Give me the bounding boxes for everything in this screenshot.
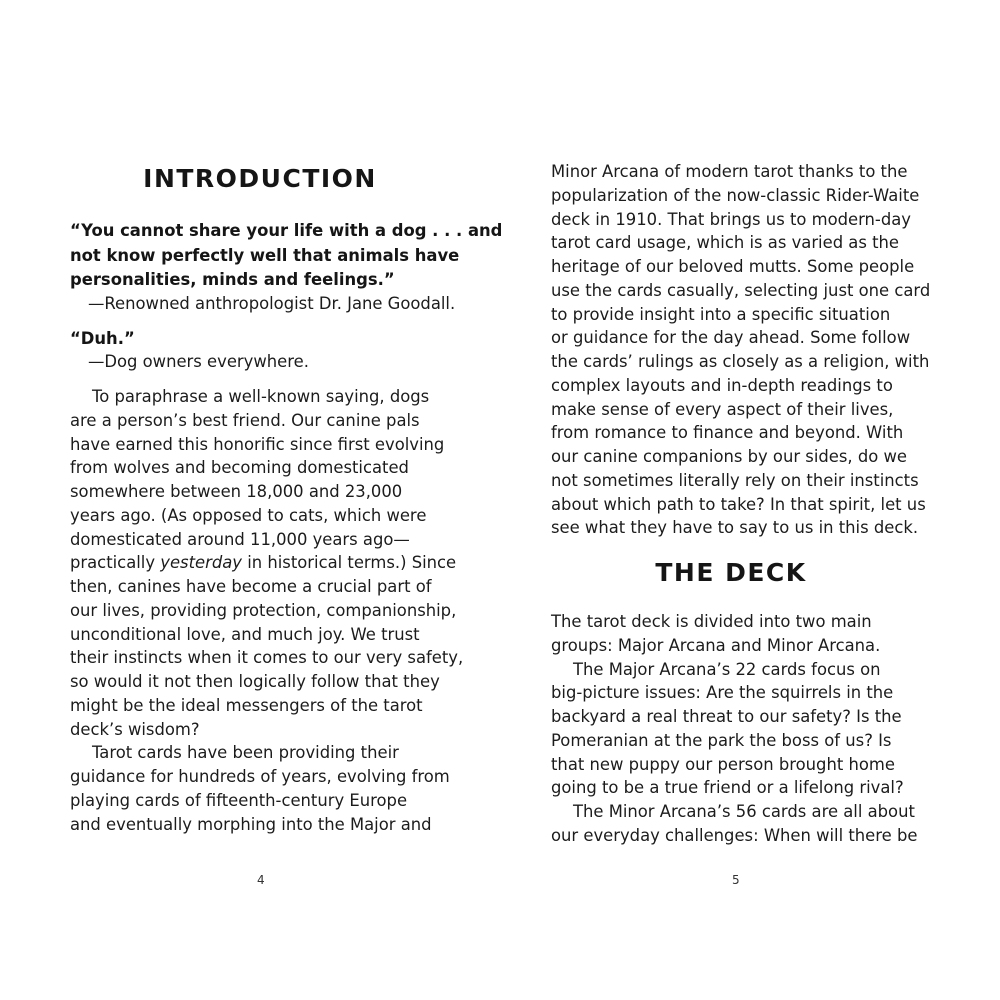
text-line: The Minor Arcana’s 56 cards are all about: [573, 802, 915, 821]
text-line: to provide insight into a specific situation: [551, 304, 891, 324]
text-line: or guidance for the day ahead. Some follow: [551, 328, 911, 348]
text-line: so would it not then logically follow that they: [70, 672, 440, 691]
text-line: Minor Arcana of modern tarot thanks to the: [551, 162, 908, 181]
text-line: make sense of every aspect of their lives,: [551, 399, 894, 419]
text-line: tarot card usage, which is as varied as the: [551, 233, 899, 253]
text-line: The Major Arcana’s 22 cards focus on: [573, 659, 881, 679]
quote-attribution: —Dog owners everywhere.: [88, 352, 309, 371]
page-heading-introduction: INTRODUCTION: [143, 164, 377, 193]
text-line: going to be a true friend or a lifelong rival?: [551, 778, 904, 798]
text-line: deck’s wisdom?: [70, 719, 200, 739]
text-line: Tarot cards have been providing their: [92, 743, 399, 763]
text-line: The tarot deck is divided into two main: [551, 612, 872, 631]
text-line: and eventually morphing into the Major and: [70, 814, 432, 834]
text-line: from wolves and becoming domesticated: [70, 458, 409, 478]
body-text: [551, 160, 930, 540]
text-line: practically yesterday in historical terms.) Since: [70, 553, 457, 573]
text-line: our everyday challenges: When will there be: [551, 825, 918, 845]
quote-line: personalities, minds and feelings.”: [70, 270, 395, 289]
text-line: see what they have to say to us in this deck.: [551, 518, 919, 538]
text-line: somewhere between 18,000 and 23,000: [70, 482, 403, 501]
quote-line: not know perfectly well that animals have: [70, 246, 460, 265]
text-line: heritage of our beloved mutts. Some people: [551, 257, 915, 276]
text-line: are a person’s best friend. Our canine pals: [70, 410, 420, 430]
text-line: complex layouts and in-depth readings to: [551, 375, 893, 395]
text-line: To paraphrase a well-known saying, dogs: [92, 387, 430, 406]
text-line: our lives, providing protection, companionship,: [70, 600, 457, 620]
text-line: use the cards casually, selecting just one card: [551, 280, 931, 300]
text-line: the cards’ rulings as closely as a religion, with: [551, 352, 930, 371]
text-line: then, canines have become a crucial part of: [70, 577, 432, 596]
page-number: 4: [257, 873, 265, 887]
text-line: deck in 1910. That brings us to modern-day: [551, 209, 911, 229]
text-line: their instincts when it comes to our very safety,: [70, 648, 464, 668]
text-line: not sometimes literally rely on their instincts: [551, 470, 919, 490]
section-heading-the-deck: THE DECK: [655, 558, 807, 587]
text-line: might be the ideal messengers of the tarot: [70, 695, 423, 715]
quote-duh: “Duh.”: [70, 329, 135, 348]
text-line: popularization of the now-classic Rider-Waite: [551, 185, 920, 205]
page-number: 5: [732, 873, 740, 887]
emphasis-word: yesterday: [160, 553, 242, 573]
deck-text: [551, 610, 917, 848]
text-line: our canine companions by our sides, do we: [551, 447, 907, 466]
text-line: playing cards of fifteenth-century Europe: [70, 790, 408, 810]
text-line: from romance to finance and beyond. With: [551, 423, 904, 443]
quote-line: “You cannot share your life with a dog . . . and: [70, 221, 503, 240]
text-line: groups: Major Arcana and Minor Arcana.: [551, 635, 881, 655]
text-line: backyard a real threat to our safety? Is the: [551, 707, 902, 726]
text-line: domesticated around 11,000 years ago—: [70, 529, 410, 549]
text-line: unconditional love, and much joy. We trust: [70, 624, 420, 644]
text-line: big-picture issues: Are the squirrels in the: [551, 683, 894, 703]
text-line: years ago. (As opposed to cats, which were: [70, 505, 427, 525]
body-text: [70, 385, 463, 836]
text-line: Pomeranian at the park the boss of us? Is: [551, 730, 892, 750]
text-line: guidance for hundreds of years, evolving from: [70, 767, 450, 786]
text-line: about which path to take? In that spirit, let us: [551, 494, 926, 514]
text-line: have earned this honorific since first evolving: [70, 434, 445, 454]
text-line: that new puppy our person brought home: [551, 754, 895, 774]
quote-attribution: —Renowned anthropologist Dr. Jane Goodall.: [88, 294, 456, 313]
